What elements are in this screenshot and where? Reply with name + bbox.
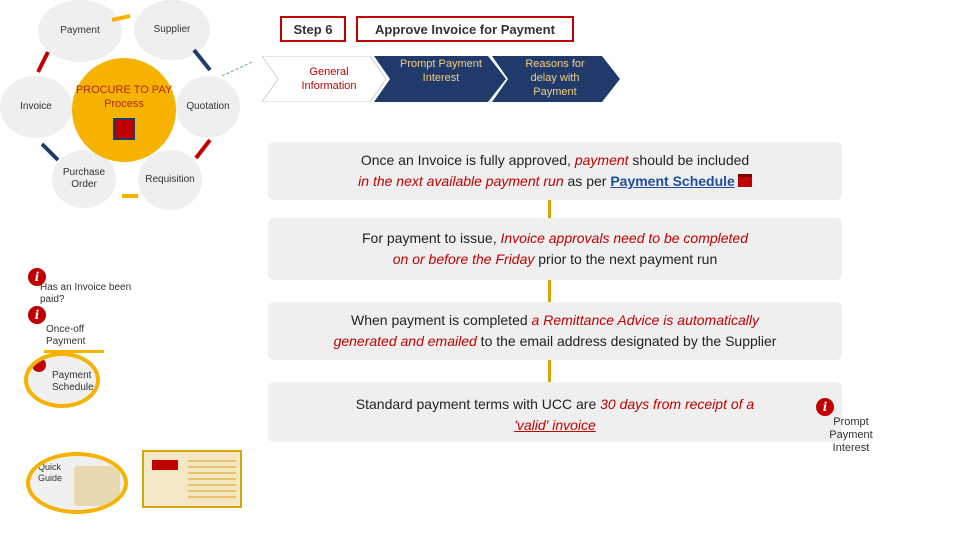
cycle-supplier-label: Supplier — [153, 23, 191, 35]
prompt-payment-interest-link[interactable]: Prompt Payment Interest — [829, 416, 873, 455]
card-1-text-a: Once an Invoice is fully approved, — [360, 152, 575, 168]
card-approval-deadline — [268, 218, 842, 280]
cycle-requisition-label: Requisition — [145, 173, 195, 185]
card-2-line-1 — [268, 228, 842, 249]
connector-2 — [548, 280, 551, 302]
card-1-text-d: in the next available payment run — [358, 173, 564, 189]
cycle-quotation-label: Quotation — [186, 100, 230, 112]
tab-prompt-payment-interest-label: Prompt Payment Interest — [400, 58, 482, 84]
connector-3 — [548, 360, 551, 382]
card-3-text-c: generated and emailed — [333, 333, 477, 349]
card-1-text-e: as per — [563, 173, 611, 189]
card-4-text-a: Standard payment terms with UCC are — [355, 396, 601, 412]
arrow-payment-supplier — [112, 16, 130, 20]
card-2-text-c: on or before the Friday — [392, 251, 535, 267]
card-3-text-a: When payment is completed — [351, 312, 532, 328]
pointer-icon — [32, 358, 46, 372]
cycle-payment-label: Payment — [60, 24, 100, 36]
card-1-line-2 — [268, 171, 842, 192]
card-4-text-c: 'valid' invoice — [514, 417, 596, 433]
info-icon[interactable]: i — [28, 306, 46, 324]
index-lines-icon — [188, 460, 236, 500]
step-label — [280, 16, 346, 42]
cycle-purchase-order-label: Purchase Order — [62, 166, 106, 190]
card-3-line-2 — [268, 331, 842, 352]
card-2-line-2 — [268, 249, 842, 270]
card-3-text-d: to the email address designated by the Supplier — [476, 333, 777, 349]
index-badge-icon — [152, 460, 178, 470]
card-3-text-b: a Remittance Advice is automatically — [531, 312, 759, 328]
arrow-invoice-payment — [38, 52, 48, 72]
card-invoice-approved — [268, 142, 842, 200]
card-2-text-d: prior to the next payment run — [534, 251, 718, 267]
invoice-paid-link[interactable]: Has an Invoice been paid? — [40, 282, 132, 305]
tab-reasons-for-delay-label: Reasons for delay with Payment — [525, 58, 585, 98]
page-title-text: Approve Invoice for Payment — [375, 21, 555, 37]
cycle-arrows — [0, 0, 260, 220]
cycle-invoice-label: Invoice — [20, 100, 52, 112]
tab-general-information-label: General Information — [301, 66, 357, 92]
dotted-connector — [222, 62, 252, 76]
card-3-line-1 — [268, 310, 842, 331]
arrow-supplier-quotation — [194, 50, 210, 70]
card-1-line-1 — [268, 150, 842, 171]
payment-schedule-thumb[interactable] — [24, 352, 100, 408]
payment-schedule-link[interactable]: Payment Schedule — [610, 173, 735, 189]
once-off-payment-link[interactable]: Once-off Payment — [44, 322, 104, 353]
card-payment-terms — [268, 382, 842, 442]
card-4-text-b: 30 days from receipt of a — [600, 396, 755, 412]
page-title — [356, 16, 574, 42]
center-title: PROCURE TO PAY — [75, 84, 173, 96]
step-text: Step 6 — [293, 21, 333, 37]
quick-guide-thumb[interactable] — [26, 452, 128, 514]
info-icon[interactable]: i — [28, 268, 46, 286]
card-4-line-2 — [268, 415, 842, 436]
calendar-icon[interactable] — [738, 174, 752, 187]
quick-guide-label: Quick Guide — [38, 462, 63, 483]
card-2-text-a: For payment to issue, — [361, 230, 501, 246]
guide-preview-icon — [74, 466, 120, 506]
arrow-po-invoice — [42, 144, 58, 160]
connector-1 — [548, 200, 551, 218]
card-4-line-1 — [268, 394, 842, 415]
card-2-text-b: Invoice approvals need to be completed — [500, 230, 748, 246]
index-thumbnail[interactable] — [142, 450, 242, 508]
arrow-quotation-requisition — [196, 140, 210, 158]
card-remittance-advice — [268, 302, 842, 360]
payment-schedule-label: Payment Schedule — [52, 370, 94, 393]
card-1-text-b: payment — [574, 152, 629, 168]
card-1-text-c: should be included — [628, 152, 750, 168]
info-icon[interactable]: i — [816, 398, 834, 416]
center-subtitle: Process — [104, 97, 144, 110]
